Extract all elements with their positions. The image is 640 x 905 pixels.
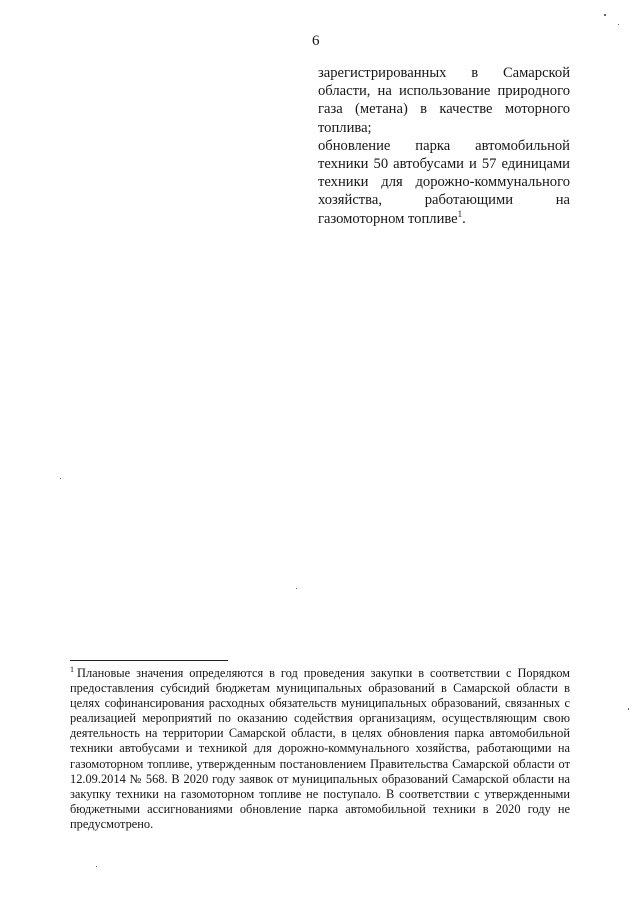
footnote — [70, 666, 570, 832]
footnote-separator — [70, 660, 228, 661]
footnote-reference[interactable]: 1 — [457, 208, 463, 219]
main-paragraph-1: зарегистрированных в Самарской области, на использование природного газа (метана) в качестве моторного топлива; — [318, 65, 570, 136]
scan-speck — [296, 588, 297, 589]
footnote-text: Плановые значения определяются в год проведения закупки в соответствии с Порядком предоставления субсидий бюджетам муниципальных образований в Самарской области в целях софинансирования расходных обязательств муниципальных образований, связанных с реализацией мероприятий по оказанию содействия организациям, осуществляющим свою деятельность на территории Самарской области, в целях обновления парка автомобильной техники автобусами и техникой для дорожно-коммунального хозяйства, работающими на газомоторном топливе, утвержденным постановлением Правительства Самарской области от 12.09.2014 № 568. В 2020 году заявок от муниципальных образований Самарской области на закупку техники на газомоторном топливе не поступало. В соответствии с утвержденными бюджетными ассигнованиями обновление парка автомобильной техники в 2020 году не предусмотрено. — [70, 666, 570, 831]
main-paragraph-2 — [318, 137, 570, 228]
scan-speck — [628, 708, 629, 710]
footnote-marker: 1 — [70, 665, 74, 674]
scan-speck — [604, 14, 606, 16]
scan-speck — [96, 866, 97, 867]
scan-speck — [618, 24, 619, 25]
closing-punctuation: . — [462, 210, 466, 227]
scan-speck — [60, 478, 61, 479]
main-text-column — [318, 64, 570, 228]
main-paragraph-2-text: обновление парка автомобильной техники 50 автобусами и 57 единицами техники для дорожно-коммунального хозяйства, работающими на газомоторном топливе — [318, 137, 570, 227]
page-number: 6 — [312, 33, 320, 49]
